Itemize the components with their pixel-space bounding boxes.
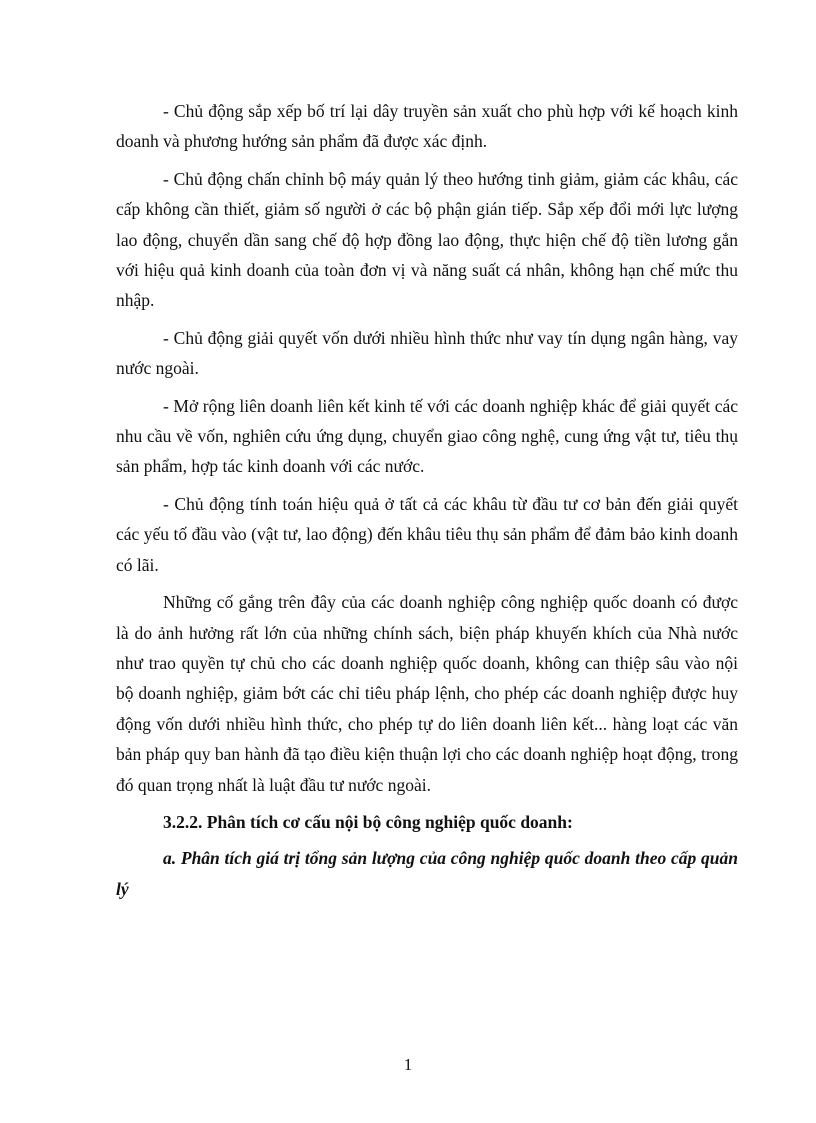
paragraph-management-restructure: - Chủ động chấn chỉnh bộ máy quản lý theo hướng tinh giảm, giảm các khâu, các cấp không cần thiết, giảm số người ở các bộ phận gián tiếp. Sắp xếp đổi mới lực lượng lao động, chuyển dần sang chế độ hợp đồng lao động, thực hiện chế độ tiền lương gắn với hiệu quả kinh doanh của toàn đơn vị và năng suất cá nhân, không hạn chế mức thu nhập. [116,168,738,311]
paragraph-efficiency: - Chủ động tính toán hiệu quả ở tất cả các khâu từ đầu tư cơ bản đến giải quyết các yếu tố đầu vào (vật tư, lao động) đến khâu tiêu thụ sản phẩm để đảm bảo kinh doanh có lãi. [116,493,738,575]
section-subheading: a. Phân tích giá trị tổng sản lượng của công nghiệp quốc doanh theo cấp quản lý [116,848,738,899]
section-heading: 3.2.2. Phân tích cơ cấu nội bộ công nghiệp quốc doanh: [163,811,573,832]
paragraph-production-line: - Chủ động sắp xếp bố trí lại dây truyền sản xuất cho phù hợp với kế hoạch kinh doanh và phương hướng sản phẩm đã được xác định. [116,101,738,152]
paragraph-capital: - Chủ động giải quyết vốn dưới nhiều hình thức như vay tín dụng ngân hàng, vay nước ngoài. [116,327,738,379]
page-number: 1 [403,1055,413,1074]
paragraph-state-policy: Những cố gắng trên đây của các doanh nghiệp công nghiệp quốc doanh có được là do ảnh hưởng rất lớn của những chính sách, biện pháp khuyến khích của Nhà nước như trao quyền tự chủ cho các doanh nghiệp quốc doanh, không can thiệp sâu vào nội bộ doanh nghiệp, giảm bớt các chỉ tiêu pháp lệnh, cho phép các doanh nghiệp được huy động vốn dưới nhiều hình thức, cho phép tự do liên doanh liên kết... hàng loạt các văn bản pháp quy ban hành đã tạo điều kiện thuận lợi cho các doanh nghiệp hoạt động, trong đó quan trọng nhất là luật đầu tư nước ngoài. [116,592,738,795]
document-body [116,96,738,904]
paragraph-joint-venture: - Mở rộng liên doanh liên kết kinh tế với các doanh nghiệp khác để giải quyết các nhu cầu về vốn, nghiên cứu ứng dụng, chuyển giao công nghệ, cung ứng vật tư, tiêu thụ sản phẩm, hợp tác kinh doanh với các nước. [116,395,738,477]
